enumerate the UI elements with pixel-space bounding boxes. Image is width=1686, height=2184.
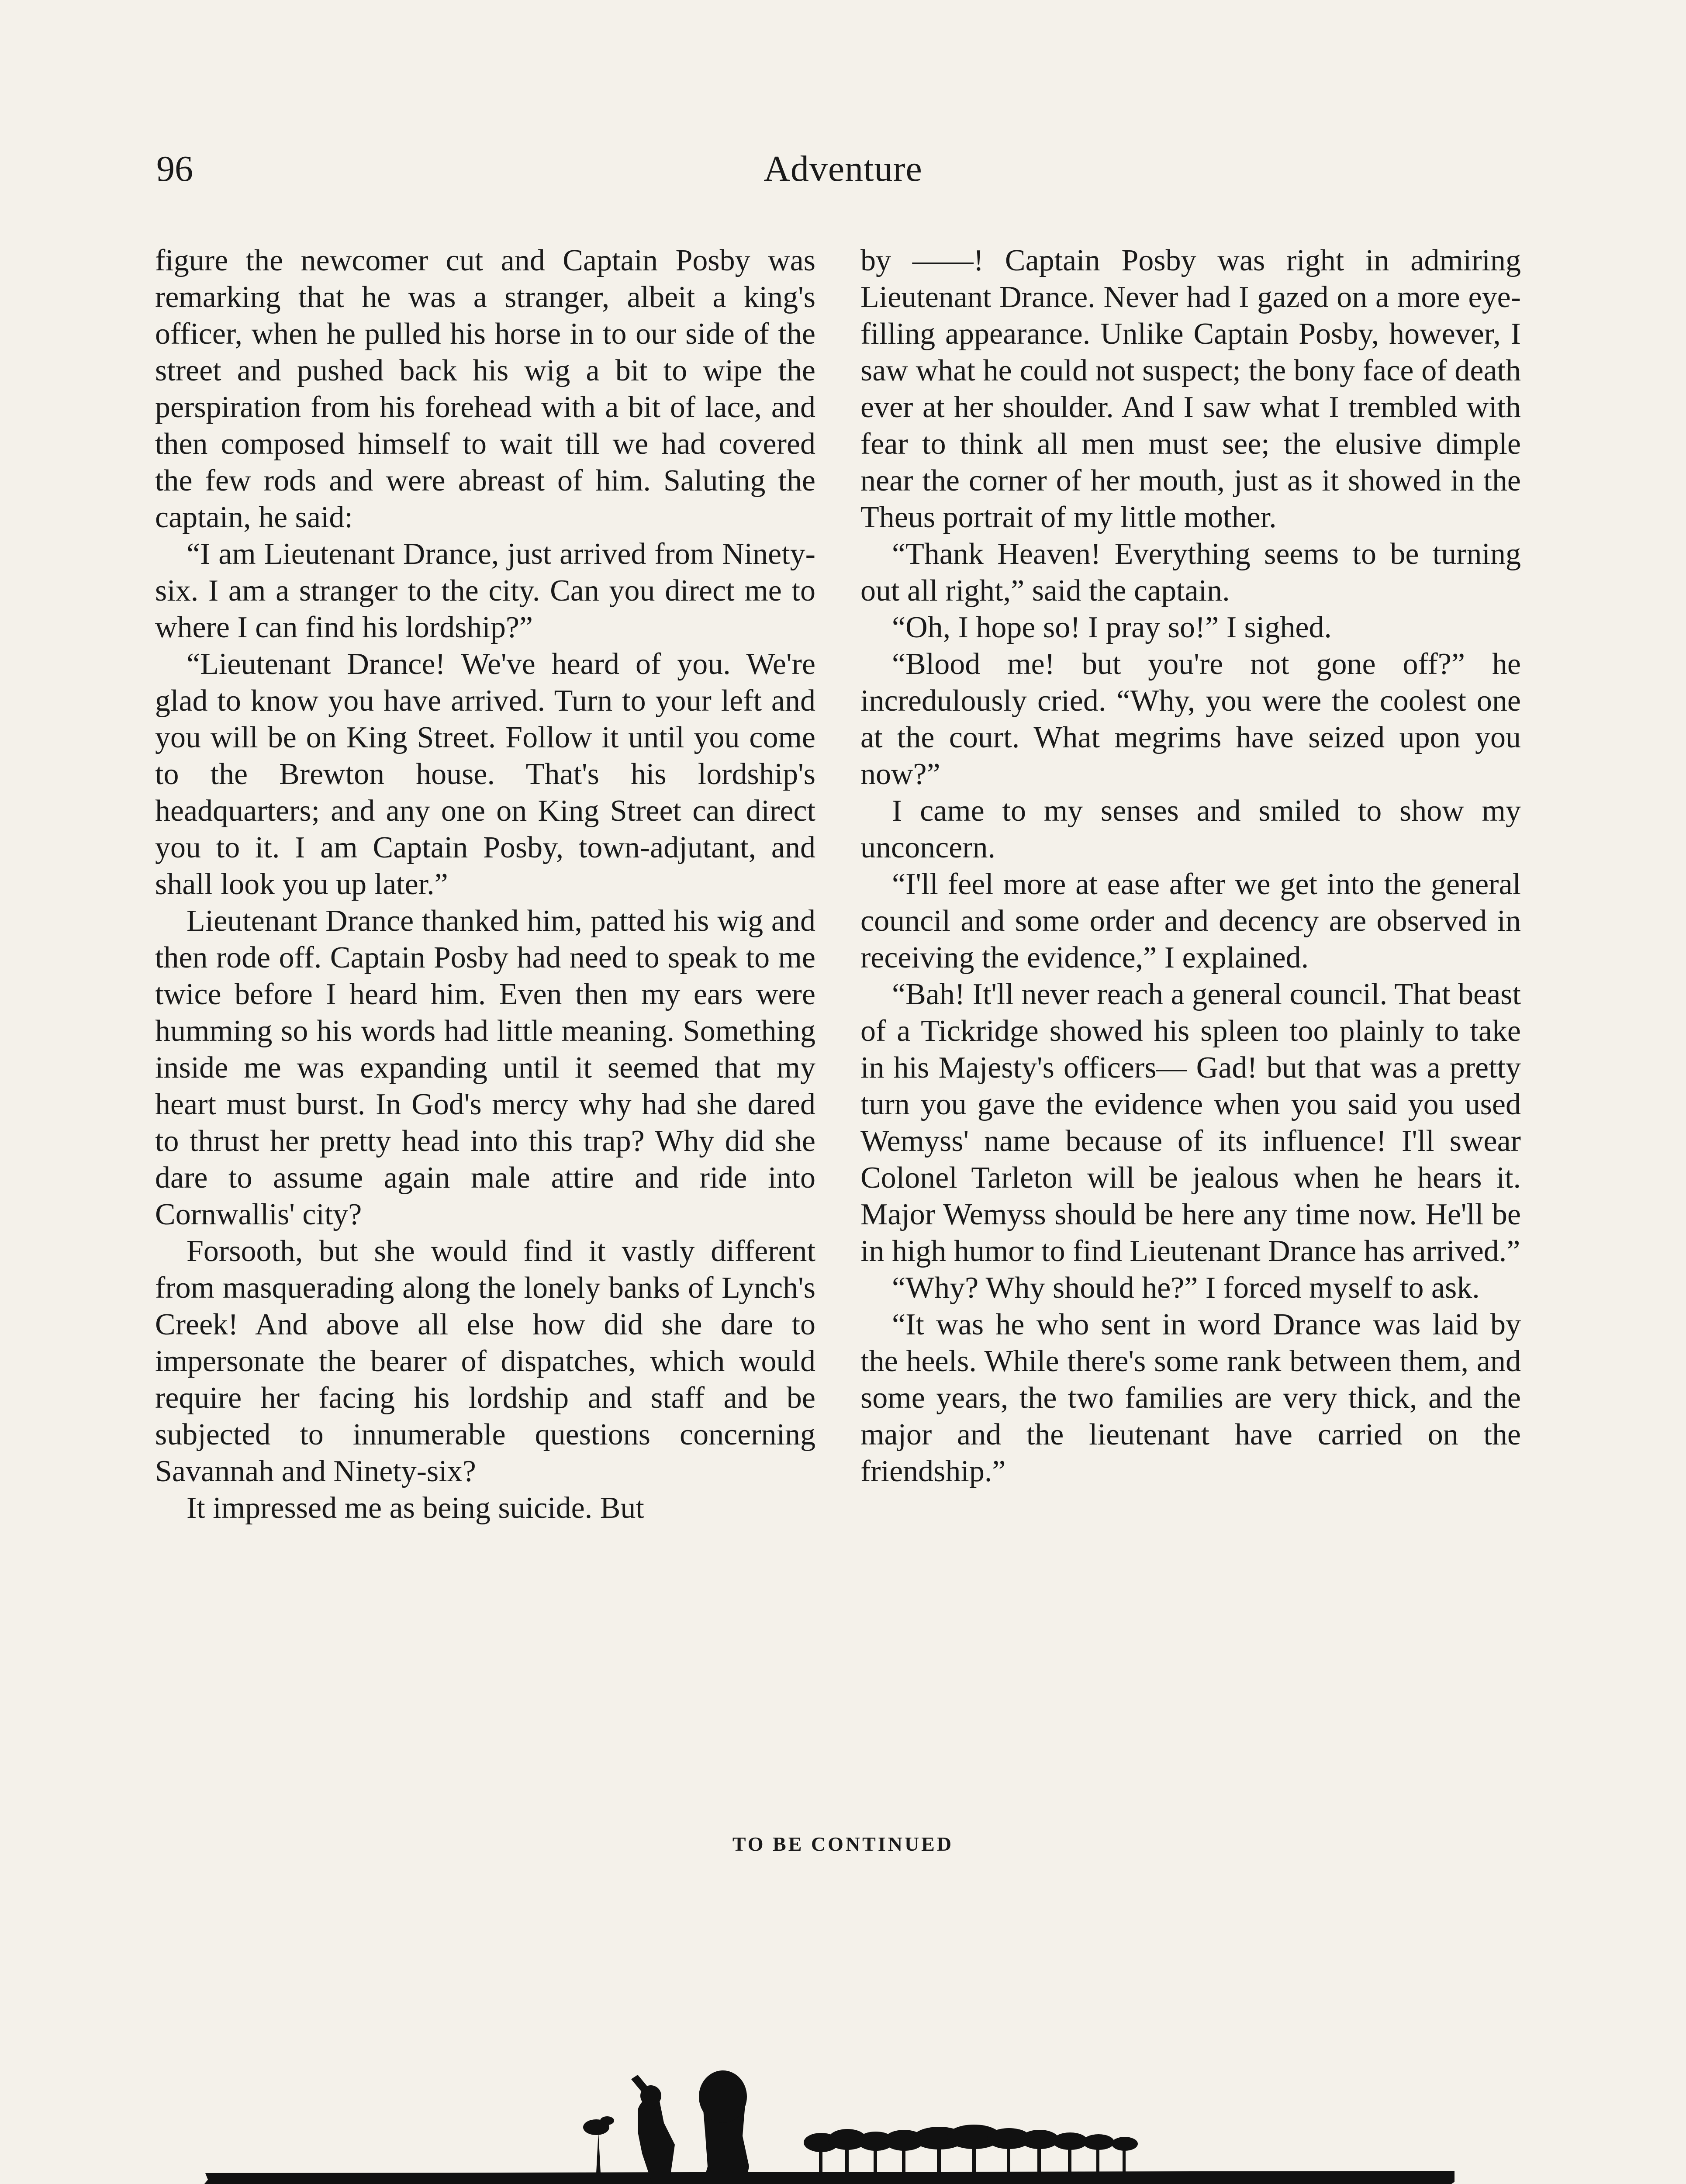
paragraph: It impressed me as being suicide. But [187,1491,644,1525]
paragraph: by ——! Captain Posby was right in admiring Lieutenant Drance. Never had I gazed on a more eye-filling appearance. Unlike Captain Posby, however, I saw what he could not suspect; the bony face of death ever at her shoulder. And I saw what I trembled with fear to think all men must see; the elusive dimple near the corner of her mouth, just as it showed in the Theus portrait of my little mother. [860,244,1521,534]
paragraph: “Lieutenant Drance! We've heard of you. We're glad to know you have arrived. Turn to your left and you will be on King Street. Follow it until you come to the Brewton house. That's his lordship's headquarters; and any one on King Street can direct you to it. I am Captain Posby, town-adjutant, and shall look you up later.” [155,647,815,901]
paragraph: “Oh, I hope so! I pray so!” I sighed. [892,611,1332,644]
running-title: Adventure [764,149,922,189]
paragraph: Forsooth, but she would find it vastly different from masquerading along the lonely banks of Lynch's Creek! And above all else how did she dare to impersonate the bearer of dispatches, which would require her facing his lordship and staff and be subjected to innumerable questions concerning Savannah and Ninety-six? [155,1234,815,1488]
paragraph: “I'll feel more at ease after we get into the general council and some order and decency are observed in receiving the evidence,” I explained. [860,867,1521,975]
paragraph: “Blood me! but you're not gone off?” he incredulously cried. “Why, you were the coolest one at the court. What megrims have seized upon you now?” [860,647,1521,791]
paragraph: Lieutenant Drance thanked him, patted his wig and then rode off. Captain Posby had need to speak to me twice before I heard him. Even then my ears were humming so his words had little meaning. Something inside me was expanding until it seemed that my heart must burst. In God's mercy why had she dared to thrust her pretty head into this trap? Why did she dare to assume again male attire and ride into Cornwallis' city? [155,904,815,1231]
paragraph: “Bah! It'll never reach a general council. That beast of a Tickridge showed his spleen too plainly to take in his Majesty's officers— Gad! but that was a pretty turn you gave the evidence when you said you used Wemyss' name because of its influence! I'll swear Colonel Tarleton will be jealous when he hears it. Major Wemyss should be here any time now. He'll be in high humor to find Lieutenant Drance has arrived.” [860,978,1521,1268]
paragraph: “I am Lieutenant Drance, just arrived from Ninety-six. I am a stranger to the city. Can you direct me to where I can find his lordship?” [155,537,815,644]
paragraph: “Thank Heaven! Everything seems to be turning out all right,” said the captain. [860,537,1521,608]
right-text-column [860,242,1521,1490]
paragraph: “It was he who sent in word Drance was laid by the heels. While there's some rank between them, and some years, the two families are very thick, and the major and the lieutenant have carried on the friendship.” [860,1308,1521,1488]
landscape-vignette-illustration [201,2022,1459,2184]
paragraph: “Why? Why should he?” I forced myself to ask. [892,1271,1480,1305]
left-text-column [155,242,815,1527]
to-be-continued-label: TO BE CONTINUED [732,1833,954,1855]
paragraph: figure the newcomer cut and Captain Posby was remarking that he was a stranger, albeit a king's officer, when he pulled his horse in to our side of the street and pushed back his wig a bit to wipe the perspiration from his forehead with a bit of lace, and then composed himself to wait till we had covered the few rods and were abreast of him. Saluting the captain, he said: [155,244,815,534]
page-number: 96 [156,149,193,189]
paragraph: I came to my senses and smiled to show my unconcern. [860,794,1521,864]
